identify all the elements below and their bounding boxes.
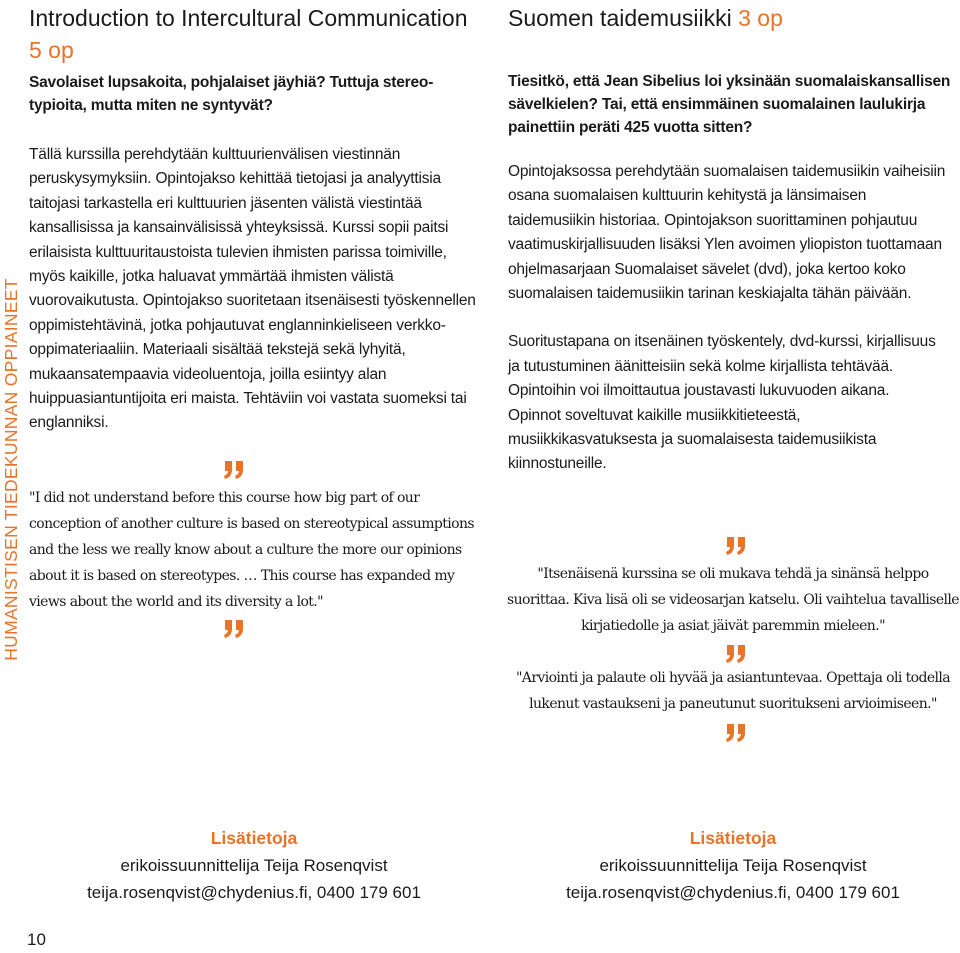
right-course-title xyxy=(508,0,960,34)
left-testimonial-quote: "I did not understand before this course how big part of our conception of another culture is based on stereotypical assumptions and the less we really know about a culture the more our opinions about it is based on stereotypes. … This course has expanded my views about the world and its diversity a lot." xyxy=(29,490,474,610)
info-contact-name: erikoissuunnittelija Teija Rosenqvist xyxy=(120,856,388,875)
info-contact-name: erikoissuunnittelija Teija Rosenqvist xyxy=(599,856,867,875)
info-title: Lisätietoja xyxy=(210,828,298,848)
left-body-text: Tällä kurssilla perehdytään kulttuurienvälisen viestinnän peruskysymyksiin. Opintojakso kehittää tietojasi ja analyyttisia taitojasi tarkastella eri kulttuurien jäsenten välistä viestintää kansallisissa ja kansainvälisissä yhteyksissä. Kurssi sopii paitsi erilaisista kulttuuritaustoista tulevien ihmisten parissa toimiville, myös kaikille, jotka haluavat ymmärtää ihmisten välistä vuorovaikutusta. Opintojakso suoritetaan itsenäisesti työskennellen oppimistehtävinä, jotka pohjautuvat englanninkieliseen verkko-oppimateriaaliin. Materiaali sisältää tekstejä sekä lyhyitä, mukaansatempaavia videoluentoja, joilla esiintyy alan huippuasiantuntijoita eri maista. Tehtäviin voi vastata suomeksi tai englanniksi. xyxy=(29,146,476,432)
left-lead-text: Savolaiset lupsakoita, pohjalaiset jäyhiä? Tuttuja stereotypioita, mutta miten ne syntyvät? xyxy=(29,74,434,114)
right-course-column xyxy=(508,0,960,477)
right-course-title-text: Suomen taidemusiikki xyxy=(508,5,732,31)
right-body-text-1: Opintojaksossa perehdytään suomalaisen taidemusiikin vaiheisiin osana suomalaisen kulttuurin kehitystä ja länsimaisen taidemusiikin historiaa. Opintojakson suorittaminen pohjautuu vaatimuskirjallisuuden lisäksi Ylen avoimen yliopiston tuottamaan ohjelmasarjaan Suomalaiset sävelet (dvd), joka kertoo koko suomalaisen taidemusiikin tarinan keskiajalta tähän päivään. xyxy=(508,163,946,303)
left-course-title-text: Introduction to Intercultural Communication xyxy=(29,5,468,31)
side-section-label-text: HUMANISTISEN TIEDEKUNNAN OPPIAINEET xyxy=(0,277,21,661)
right-testimonial-quote-2: "Arviointi ja palaute oli hyvää ja asiantuntevaa. Opettaja oli todella lukenut vastaukseni ja paneutunut suoritukseni arvioimiseen." xyxy=(515,670,951,712)
left-course-credits: 5 op xyxy=(29,37,74,63)
info-title: Lisätietoja xyxy=(689,828,777,848)
right-testimonial-quote-1: "Itsenäisenä kurssina se oli mukava tehdä ja sinänsä helppo suorittaa. Kiva lisä oli se videosarjan katselu. Oli vaihtelua tavalliselle kirjatiedolle ja asiat jäivät paremmin mieleen." xyxy=(507,566,959,634)
left-course-title xyxy=(29,0,479,66)
quote-icon xyxy=(222,459,246,481)
quote-icon xyxy=(222,618,246,640)
right-info-box xyxy=(506,825,960,915)
right-lead-text: Tiesitkö, että Jean Sibelius loi yksinään suomalaiskansallisen sävelkielen? Tai, että ensimmäinen suomalainen laulukirja painettiin peräti 425 vuotta sitten? xyxy=(508,73,951,136)
quote-icon xyxy=(724,722,748,744)
side-section-label xyxy=(0,253,22,685)
right-body-text-2: Suoritustapana on itsenäinen työskentely, dvd-kurssi, kirjallisuus ja tutustuminen äänitteisiin sekä kolme kirjallista tehtävää. Opintoihin voi ilmoittautua joustavasti lukuvuoden aikana. Opinnot soveltuvat kaikille musiikkitieteestä, musiikkikasvatuksesta ja suomalaisesta taidemusiikista kiinnostuneille. xyxy=(508,333,936,473)
info-email-phone: teija.rosenqvist@chydenius.fi, 0400 179 601 xyxy=(566,883,900,902)
page-number: 10 xyxy=(27,930,46,949)
quote-icon xyxy=(724,535,748,557)
left-course-column xyxy=(29,0,479,436)
right-course-credits: 3 op xyxy=(738,5,783,31)
info-email-phone: teija.rosenqvist@chydenius.fi, 0400 179 601 xyxy=(87,883,421,902)
quote-icon xyxy=(724,643,748,665)
left-info-box xyxy=(29,825,479,915)
